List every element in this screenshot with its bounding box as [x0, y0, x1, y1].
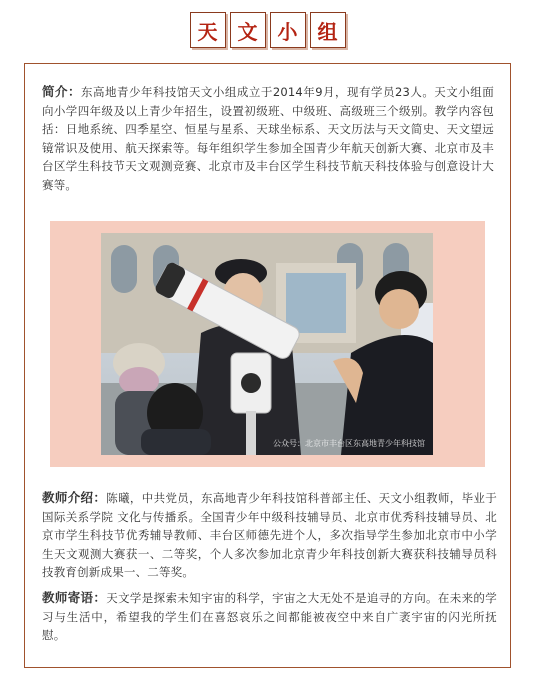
intro-label: 简介：: [42, 84, 81, 99]
telescope-class-illustration: [101, 233, 433, 455]
photo-band: [50, 221, 485, 467]
intro-section: [42, 83, 494, 194]
title-char: 组: [310, 12, 346, 48]
teacher-section: [42, 489, 497, 582]
title-char: 文: [230, 12, 266, 48]
photo-watermark: 公众号：北京市丰台区东高地青少年科技馆: [273, 439, 425, 448]
message-text: 天文学是探索未知宇宙的科学，宇宙之大无处不是追寻的方向。在未来的学习与生活中，希望我的学生们在喜怒哀乐之间都能被夜空中来自广袤宇宙的闪光所抚慰。: [42, 591, 497, 642]
class-photo: [101, 233, 433, 455]
message-section: [42, 589, 497, 645]
teacher-text: 陈曦，中共党员，东高地青少年科技馆科普部主任、天文小组教师，毕业于国际关系学院 文化与传播系。全国青少年中级科技辅导员、北京市优秀科技辅导员、北京市学生科技节优秀辅导教师、丰台区师德先进个人，多次指导学生参加北京市中小学生天文观测大赛获一、二等奖，个人多次参加北京青少年科技创新大赛获科技辅导员科技教育创新成果一、二等奖。: [42, 491, 497, 579]
title-char: 小: [270, 12, 306, 48]
content-panel: [24, 63, 511, 668]
intro-text: 东高地青少年科技馆天文小组成立于2014年9月，现有学员23人。天文小组面向小学四年级及以上青少年招生，设置初级班、中级班、高级班三个级别。教学内容包括：日地系统、四季星空、恒星与星系、天球坐标系、天文历法与天文简史、天文望远镜常识及使用、航天探索等。每年组织学生参加全国青少年航天创新大赛、北京市及丰台区学生科技节天文观测竞赛、北京市及丰台区学生科技节航天科技体验与创意设计大赛等。: [42, 85, 494, 192]
title-char: 天: [190, 12, 226, 48]
message-label: 教师寄语：: [42, 590, 107, 605]
title-row: [0, 12, 535, 48]
teacher-label: 教师介绍：: [42, 490, 107, 505]
